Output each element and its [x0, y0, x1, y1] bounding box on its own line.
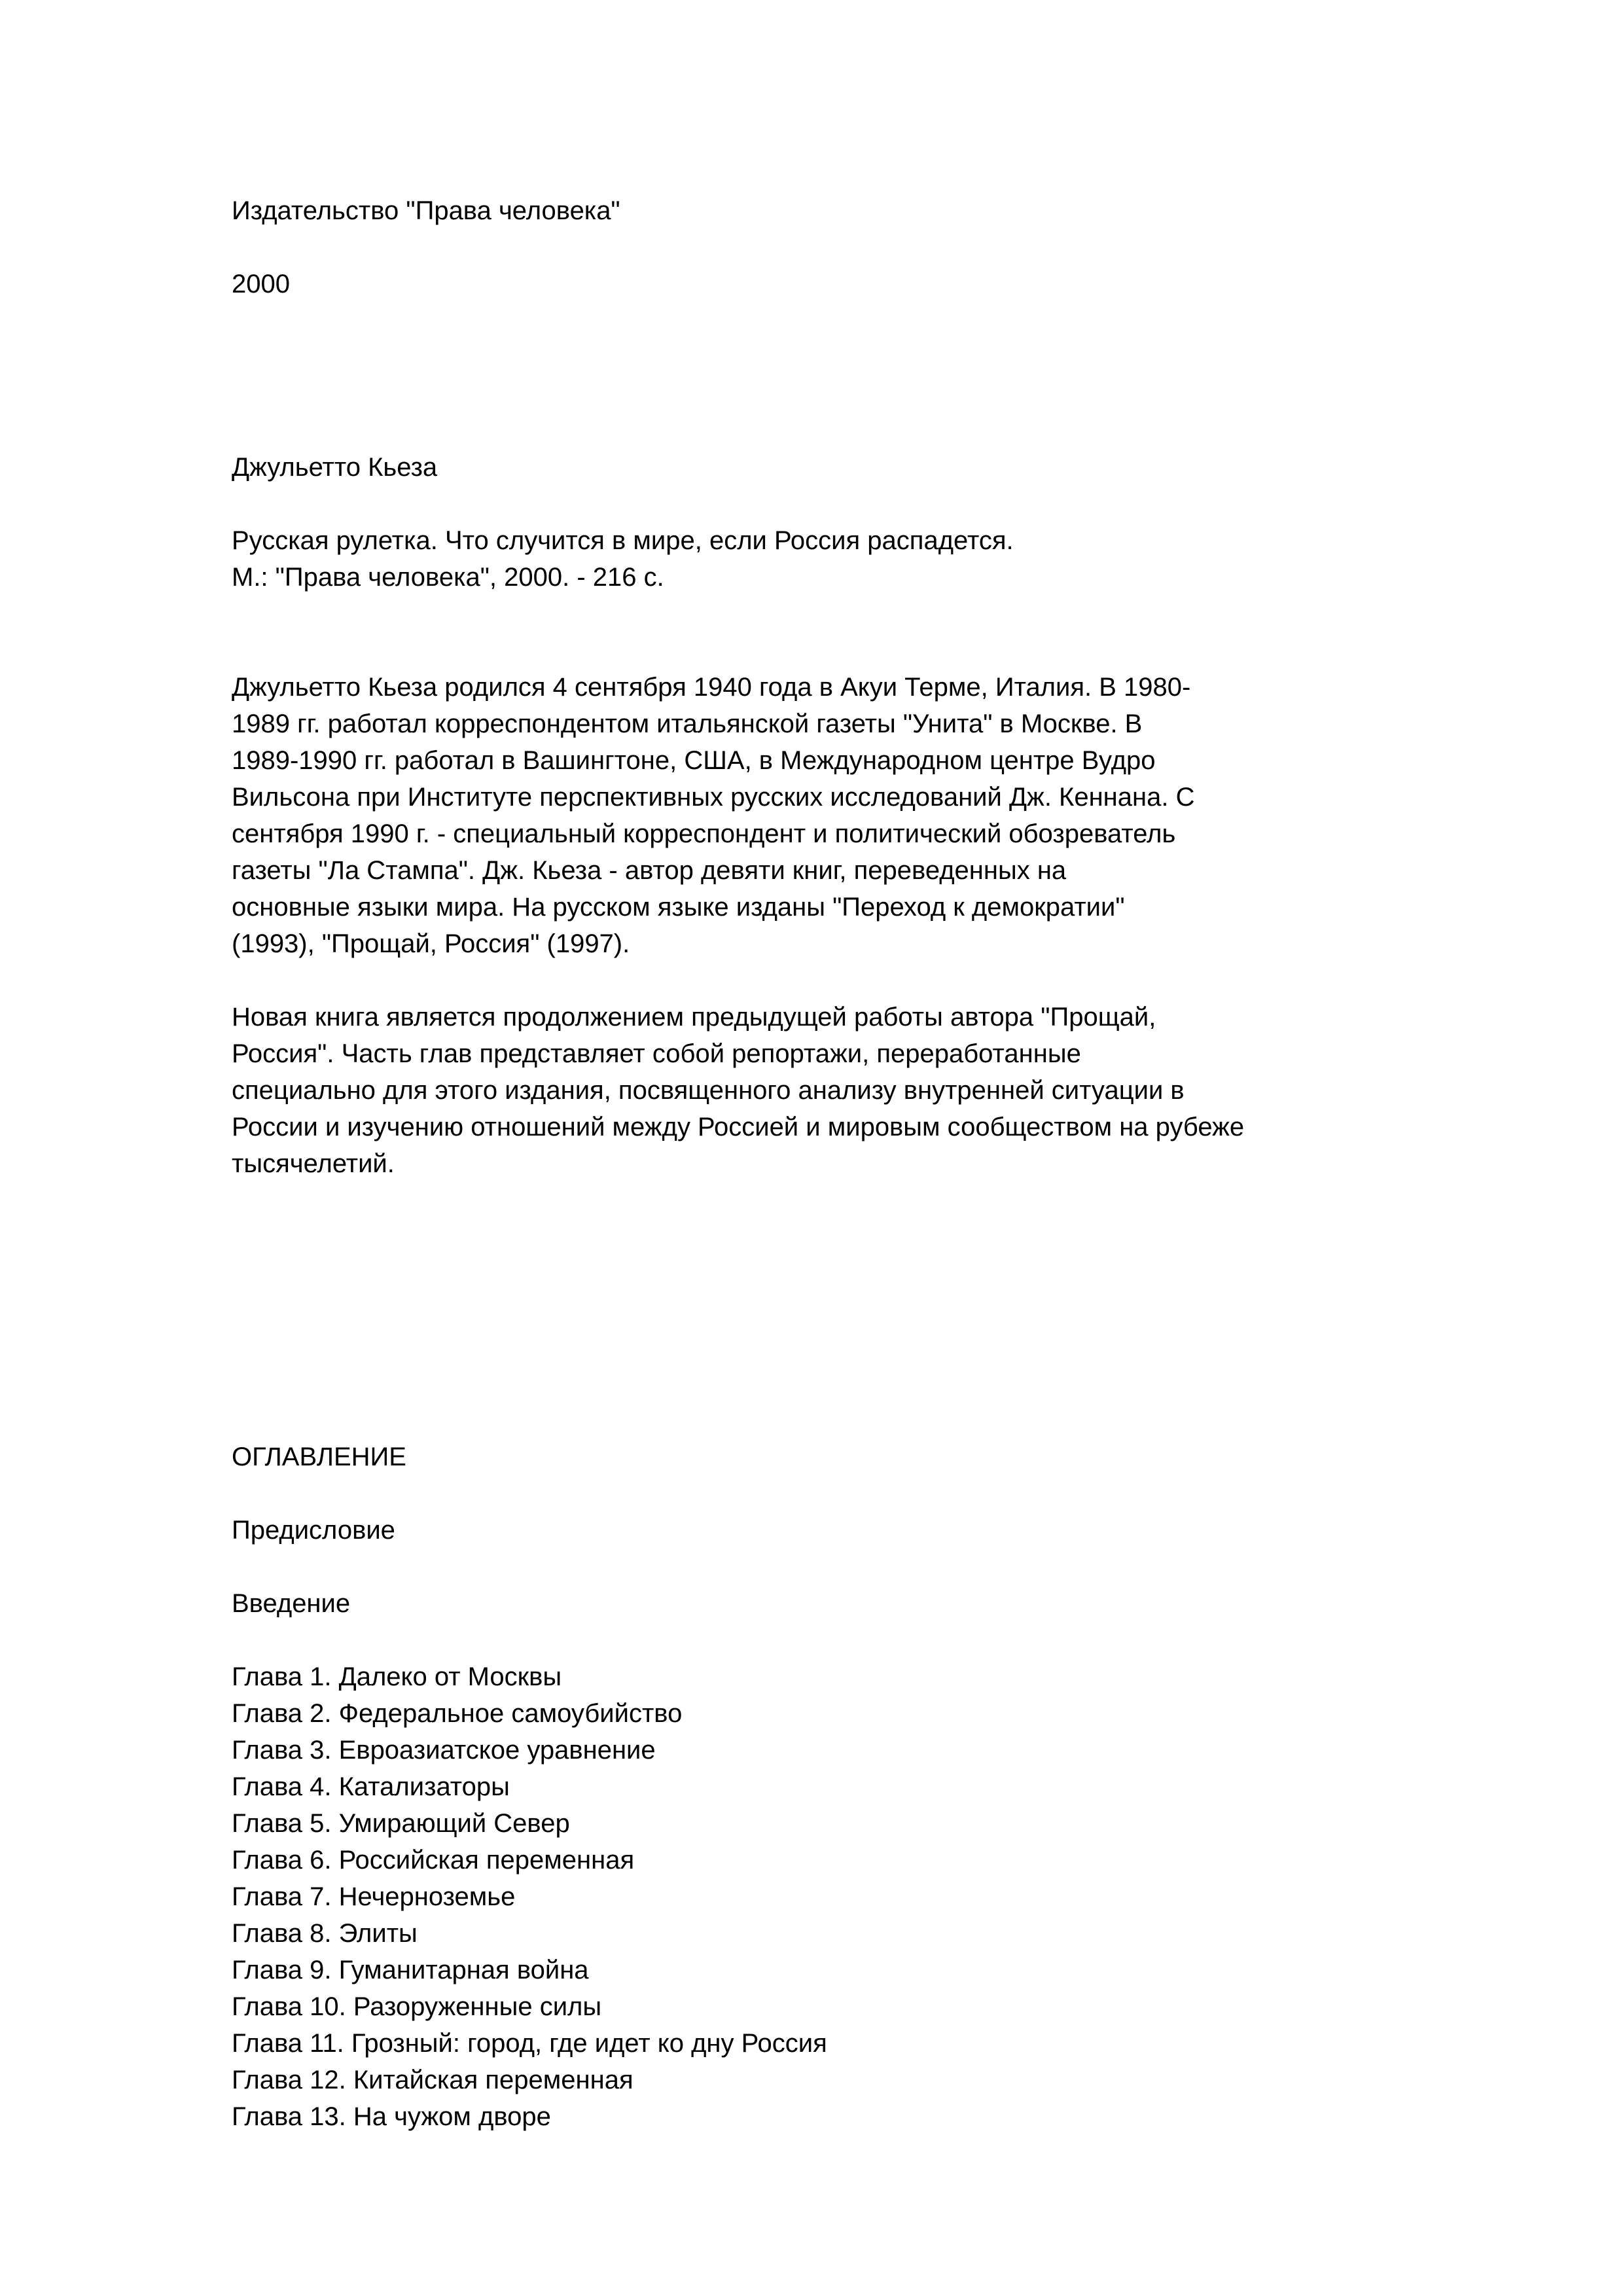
publication-year: 2000 — [232, 270, 290, 298]
toc-chapter-item: Глава 1. Далеко от Москвы — [232, 1662, 562, 1691]
toc-heading: ОГЛАВЛЕНИЕ — [232, 1443, 406, 1471]
toc-chapter-item: Глава 6. Российская переменная — [232, 1846, 635, 1874]
bio-line: Вильсона при Институте перспективных русских исследований Дж. Кеннана. С — [232, 783, 1195, 812]
summary-line: России и изучению отношений между Россией и мировым сообществом на рубеже — [232, 1113, 1245, 1141]
bio-line: основные языки мира. На русском языке изданы "Переход к демократии" — [232, 893, 1125, 922]
publisher-line: Издательство "Права человека" — [232, 196, 620, 225]
bibliographic-entry — [232, 522, 1344, 596]
summary-line: тысячелетий. — [232, 1149, 395, 1178]
author-biography — [232, 669, 1344, 962]
bio-line: (1993), "Прощай, Россия" (1997). — [232, 929, 630, 958]
bio-line: сентября 1990 г. - специальный корреспондент и политический обозреватель — [232, 819, 1176, 848]
toc-chapter-item: Глава 9. Гуманитарная война — [232, 1956, 589, 1984]
bio-line: 1989 гг. работал корреспондентом итальянской газеты "Унита" в Москве. В — [232, 709, 1143, 738]
summary-line: Россия". Часть глав представляет собой репортажи, переработанные — [232, 1039, 1081, 1068]
author-name: Джульетто Кьеза — [232, 453, 438, 482]
bio-line: Джульетто Кьеза родился 4 сентября 1940 года в Акуи Терме, Италия. В 1980- — [232, 673, 1191, 702]
book-title-line: Русская рулетка. Что случится в мире, если Россия распадется. — [232, 526, 1014, 555]
bio-line: газеты "Ла Стампа". Дж. Кьеза - автор девяти книг, переведенных на — [232, 856, 1067, 885]
toc-chapter-item: Глава 13. На чужом дворе — [232, 2102, 551, 2131]
toc-chapter-list — [232, 1659, 1344, 2135]
toc-chapter-item: Глава 5. Умирающий Север — [232, 1809, 570, 1838]
book-imprint-line: М.: "Права человека", 2000. - 216 с. — [232, 563, 664, 592]
toc-chapter-item: Глава 12. Китайская переменная — [232, 2066, 633, 2094]
bio-line: 1989-1990 гг. работал в Вашингтоне, США, в Международном центре Вудро — [232, 746, 1156, 775]
toc-chapter-item: Глава 2. Федеральное самоубийство — [232, 1699, 683, 1728]
book-summary — [232, 999, 1344, 1182]
toc-chapter-item: Глава 3. Евроазиатское уравнение — [232, 1736, 656, 1765]
toc-chapter-item: Глава 8. Элиты — [232, 1919, 418, 1948]
toc-chapter-item: Глава 11. Грозный: город, где идет ко дну Россия — [232, 2029, 827, 2058]
toc-chapter-item: Глава 7. Нечерноземье — [232, 1882, 516, 1911]
toc-chapter-item: Глава 10. Разоруженные силы — [232, 1992, 602, 2021]
toc-item-introduction: Введение — [232, 1589, 351, 1618]
summary-line: специально для этого издания, посвященного анализу внутренней ситуации в — [232, 1076, 1185, 1105]
toc-item-preface: Предисловие — [232, 1516, 395, 1545]
summary-line: Новая книга является продолжением предыдущей работы автора "Прощай, — [232, 1003, 1156, 1031]
toc-chapter-item: Глава 4. Катализаторы — [232, 1772, 510, 1801]
